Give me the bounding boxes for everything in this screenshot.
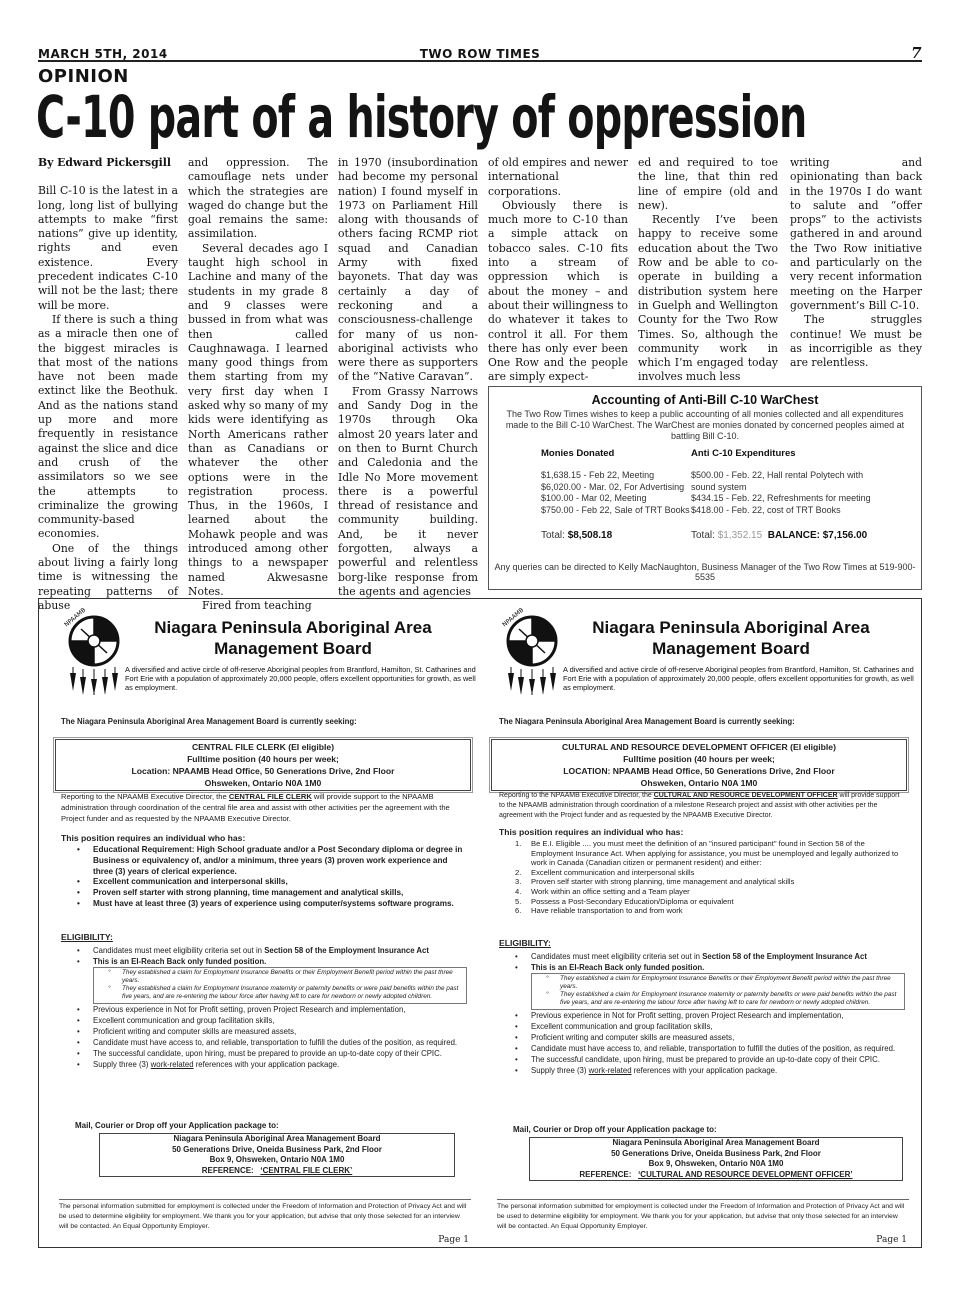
headline: C-10 part of a history of oppression <box>36 83 807 151</box>
elig-text: The successful candidate, upon hiring, must be prepared to provide an up-to-date copy of their CPIC. <box>93 1049 442 1058</box>
paragraph: One of the things about living a fairly long time is witnessing the repeating patterns of abuse <box>38 541 178 612</box>
position-box <box>491 739 907 791</box>
org-title: Niagara Peninsula Aboriginal Area Management Board <box>592 618 870 658</box>
reporting-a: Reporting to the NPAAMB Executive Director, the <box>499 792 654 799</box>
elig-text: Candidate must have access to, and reliable, transportation to fulfill the duties of the position, as required. <box>93 1038 458 1047</box>
list-item: • Educational Requirement: High School graduate and/or a Post Secondary diploma or degree in Business or equivalency of, and/or a minimum, three years (3) proven work experience and three (3) years of clerical experience. <box>77 845 463 876</box>
position-city: Ohsweken, Ontario N0A 1M0 <box>640 778 758 788</box>
page-number: 7 <box>911 44 922 62</box>
eligibility-heading: ELIGIBILITY: <box>61 932 113 942</box>
elig-text: The successful candidate, upon hiring, must be prepared to provide an up-to-date copy of their CPIC. <box>531 1055 880 1064</box>
mailing-address <box>529 1137 903 1181</box>
requirements-heading: This position requires an individual who has: <box>499 827 684 837</box>
paragraph: Obviously there is much more to C-10 than a simple attack on tobacco sales. C-10 fits into a stream of oppression which is about the money – and about their willingness to do whatever it takes to control it all. For them there has only ever been One Row and the people are simply expect- <box>488 198 628 384</box>
reporting-b: will provide support to the NPAAMB administration through coordination of a milestone Research project and assist with other activities per the agreement with the Project funder and as requested by the NPAAMB Executive Director. <box>499 792 900 819</box>
issue-date: MARCH 5TH, 2014 <box>38 47 168 61</box>
list-item: • Candidate must have access to, and reliable, transportation to fulfill the duties of the position, as required. <box>77 1038 458 1047</box>
warchest-box <box>488 386 922 590</box>
paragraph: ed and required to toe the line, that thin red line of empire (old and new). <box>638 156 778 212</box>
balance-label: BALANCE: <box>767 530 820 541</box>
address-line: 50 Generations Drive, Oneida Business Park, 2nd Floor <box>611 1148 821 1158</box>
org-description: A diversified and active circle of off-reserve Aboriginal peoples from Brantford, Hamilton, St. Catharines and Fort Erie with a population of approximately 20,000 people, offers excellent opportunities for growth, as well as employment. <box>125 665 476 692</box>
elig-text: Excellent communication and group facilitation skills, <box>93 1016 275 1025</box>
job-advertisement <box>38 598 922 1248</box>
list-item: • Proficient writing and computer skills are measured assets, <box>515 1033 735 1042</box>
req-text: Proven self starter with strong planning, time management and analytical skills <box>531 877 795 887</box>
list-item: ° They established a claim for Employment Insurance maternity or paternity benefits or were paid benefits within the past five years, and are re-entering the labour force after having left to care for newborn or newly adopted children. <box>108 985 459 1000</box>
reporting-text <box>499 791 907 821</box>
list-item: • Excellent communication and group facilitation skills, <box>77 1016 275 1025</box>
list-item: • Supply three (3) work-related references with your application package. <box>515 1066 778 1075</box>
list-item: 6. Have reliable transportation to and from work <box>515 906 683 916</box>
eligibility-sublist <box>531 973 905 1010</box>
warchest-contact: Any queries can be directed to Kelly MacNaughton, Business Manager of the Two Row Times at 519-900-5535 <box>494 562 916 582</box>
reporting-role: CENTRAL FILE CLERK <box>228 792 312 801</box>
reporting-b: will provide support to the NPAAMB administration through coordination of the central file area and assist with other activities per the agreement with the Project funder and as requested by the NPAAMB Executive Director. <box>61 792 450 823</box>
paragraph: in 1970 (insubordination had become my personal nation) I found myself in 1973 on Parliament Hill along with thousands of others facing RCMP riot squad and Canadian Army with fixed bayonets. That day was certainly a day of reckoning and a consciousness-challenge for many of us non-aboriginal activists who were there as supporters of the “Native Caravan”. <box>338 156 478 384</box>
job-posting-right <box>479 599 915 1245</box>
req-text: Be E.I. Eligible .... you must meet the definition of an "insured participant" found in Section 58 of the Employment Insurance Act. When applying for assistance, you must be unemployed and legally authorized to work in Canada (Canadian citizen or permanent resident) and either: <box>531 839 899 868</box>
expenditures-heading: Anti C-10 Expenditures <box>691 448 796 459</box>
list-item: 1. Be E.I. Eligible .... you must meet the definition of an "insured participant" found in Section 58 of the Employment Insurance Act. When applying for assistance, you must be unemployed and legally authorized to work in Canada (Canadian citizen or permanent resident) and either: <box>515 839 899 868</box>
article-column-3 <box>338 156 478 598</box>
privacy-footer: The personal information submitted for employment is collected under the Freedom of Information and Protection of Privacy Act and will be used to determine eligibility for employment. We thank you for your application, but advise that only those selected for an interview will be contacted. An Equal Opportunity Employer. <box>497 1199 909 1232</box>
section-label: OPINION <box>38 66 129 87</box>
byline: By Edward Pickersgill <box>38 156 171 169</box>
refs-underlined: work-related <box>588 1066 632 1075</box>
sub-text: They established a claim for Employment Insurance maternity or paternity benefits or were paid benefits within the past five years, and are re-entering the labour force after having left to care for newborn or newly adopted children. <box>122 985 459 1000</box>
list-item: 4. Work within an office setting and a Team player <box>515 886 690 896</box>
mailing-address <box>99 1133 455 1177</box>
donations-list <box>541 470 691 516</box>
req-text: Excellent communication and interpersonal skills, <box>93 877 288 887</box>
org-description: A diversified and active circle of off-reserve Aboriginal peoples from Brantford, Hamilton, St. Catharines and Fort Erie with a population of approximately 20,000 people, offers excellent opportunities for growth, as well as employment. <box>563 665 914 692</box>
address-line: Box 9, Ohsweken, Ontario N0A 1M0 <box>209 1155 345 1164</box>
eligibility-list <box>499 951 907 1076</box>
article-column-4 <box>488 156 628 384</box>
list-item: ° They established a claim for Employment Insurance Benefits or their Employment Benefit period within the past three years. <box>546 975 891 990</box>
donation-item: $1,638.15 - Feb 22, Meeting <box>541 470 655 480</box>
address-line: Niagara Peninsula Aboriginal Area Management Board <box>173 1134 381 1143</box>
reference-line <box>530 1170 902 1181</box>
list-item: 5. Possess a Post-Secondary Education/Diploma or equivalent <box>515 896 734 906</box>
reporting-a: Reporting to the NPAAMB Executive Director, the <box>61 792 229 801</box>
list-item: • Candidate must have access to, and reliable, transportation to fulfill the duties of the position, as required. <box>515 1044 896 1053</box>
sub-text: They established a claim for Employment Insurance Benefits or their Employment Benefit period within the past three years. <box>122 969 453 984</box>
refs-a: Supply three (3) <box>93 1060 151 1069</box>
article-column-6 <box>790 156 922 378</box>
reference-line <box>100 1166 454 1177</box>
paragraph: writing and opinionating than back in the 1970s I do want to salute and “offer props” to the activists gathered in and around the Two Row initiative and particularly on the very recent information meeting on the Harper government’s Bill C-10. <box>790 156 922 312</box>
total-donated: $8,508.18 <box>567 530 613 541</box>
position-hours: Fulltime position (40 hours per week; <box>187 754 339 764</box>
position-location: Location: NPAAMB Head Office, 50 Generations Drive, 2nd Floor <box>131 766 395 776</box>
address-line: Box 9, Ohsweken, Ontario N0A 1M0 <box>648 1159 784 1168</box>
logo-text: NPAAMB <box>63 606 88 629</box>
requirements-list <box>61 845 469 910</box>
expenditure-item: $500.00 - Feb. 22, Hall rental Polytech with <box>691 470 864 480</box>
list-item: • Candidates must meet eligibility criteria set out in Section 58 of the Employment Insurance Act <box>515 952 867 961</box>
elig-text: This is an EI-Reach Back only funded position. <box>531 963 705 972</box>
total-expenditures: $1,352.15 <box>717 530 763 541</box>
warchest-title: Accounting of Anti-Bill C-10 WarChest <box>591 393 819 407</box>
eligibility-list <box>61 945 469 1070</box>
address-line: Niagara Peninsula Aboriginal Area Management Board <box>612 1138 820 1147</box>
refs-a: Supply three (3) <box>531 1066 589 1075</box>
paragraph: of old empires and newer international corporations. <box>488 156 628 198</box>
reference-label: REFERENCE: <box>201 1165 254 1175</box>
refs-b: references with your application package. <box>631 1066 778 1075</box>
donations-heading: Monies Donated <box>541 448 615 459</box>
sub-text: They established a claim for Employment Insurance Benefits or their Employment Benefit period within the past three years. <box>560 975 891 990</box>
refs-underlined: work-related <box>150 1060 194 1069</box>
position-city: Ohsweken, Ontario N0A 1M0 <box>204 778 322 788</box>
paper-name: TWO ROW TIMES <box>419 47 541 61</box>
list-item: 3. Proven self starter with strong planning, time management and analytical skills <box>515 877 795 887</box>
req-text: Excellent communication and interpersonal skills <box>531 867 695 877</box>
ad-page-number: Page 1 <box>438 1234 469 1245</box>
elig-text: Previous experience in Not for Profit setting, proven Project Research and implementation, <box>93 1005 406 1014</box>
req-text: Must have at least three (3) years of experience using computer/systems software programs. <box>93 898 454 908</box>
elig-section: Section 58 of the Employment Insurance Act <box>264 946 429 955</box>
expenditure-item: $418.00 - Feb. 22, cost of TRT Books <box>691 504 841 515</box>
paragraph: Recently I’ve been happy to receive some education about the Two Row and be able to co-operate in building a distribution system here in Guelph and Wellington County for the Two Row Times. So, although the community work in which I’m engaged today involves much less <box>638 213 778 384</box>
total-label: Total: <box>691 530 715 541</box>
paragraph: and oppression. The camouflage nets under which the strategies are waged do change but the goal remains the same: assimilation. <box>188 156 328 241</box>
paragraph: The struggles continue! We must be as incorrigible as they are relentless. <box>790 313 922 370</box>
article-column-2 <box>188 156 328 613</box>
elig-text: This is an EI-Reach Back only funded position. <box>93 957 267 966</box>
requirements-list <box>499 839 907 916</box>
paragraph: Fired from teaching <box>202 599 312 613</box>
req-text: Work within an office setting and a Team player <box>531 886 690 896</box>
npaamb-logo-icon <box>497 606 567 695</box>
job-posting-left <box>41 599 477 1245</box>
list-item: 2. Excellent communication and interpersonal skills <box>515 867 695 877</box>
paragraph: Bill C-10 is the latest in a long, long list of bullying attempts to make “first nations” give up identity, rights and even existence. Every precedent indicates C-10 will not be the last; there will be more. <box>38 184 178 312</box>
donation-item: $6,020.00 - Mar. 02, For Advertising <box>541 481 685 492</box>
elig-text: Previous experience in Not for Profit setting, proven Project Research and implementation, <box>531 1011 844 1020</box>
org-title: Niagara Peninsula Aboriginal Area Management Board <box>154 618 432 658</box>
list-item: • The successful candidate, upon hiring, must be prepared to provide an up-to-date copy of their CPIC. <box>515 1055 880 1064</box>
reference-value: ‘CULTURAL AND RESOURCE DEVELOPMENT OFFICER’ <box>638 1169 853 1179</box>
list-item: • Excellent communication and group facilitation skills, <box>515 1022 713 1031</box>
mail-heading: Mail, Courier or Drop off your Application package to: <box>75 1121 279 1130</box>
donation-item: $100.00 - Mar 02, Meeting <box>541 493 647 503</box>
requirements-heading: This position requires an individual who has: <box>61 833 246 843</box>
mail-heading: Mail, Courier or Drop off your Application package to: <box>513 1125 717 1134</box>
reference-value: ‘CENTRAL FILE CLERK’ <box>260 1165 353 1175</box>
elig-text: Candidate must have access to, and reliable, transportation to fulfill the duties of the position, as required. <box>531 1044 896 1053</box>
req-text: Proven self starter with strong planning, time management and analytical skills, <box>93 888 404 898</box>
expenditure-item: sound system <box>691 481 747 492</box>
refs-b: references with your application package. <box>193 1060 340 1069</box>
logo-text: NPAAMB <box>501 606 526 629</box>
seeking-line: The Niagara Peninsula Aboriginal Area Management Board is currently seeking: <box>499 717 795 726</box>
paragraph: If there is such a thing as a miracle then one of the biggest miracles is that most of the nations have not been made extinct like the Beothuk. And as the nations stand up more and more frequently in resistance against the slice and dice and crush of the assimilators so we see the attempts to criminalize the growing community-based economies. <box>38 312 178 541</box>
position-box <box>55 739 471 791</box>
list-item: • Candidates must meet eligibility criteria set out in Section 58 of the Employment Insurance Act <box>77 946 429 955</box>
position-hours: Fulltime position (40 hours per week; <box>623 754 775 764</box>
balance-value: $7,156.00 <box>822 530 868 541</box>
total-label: Total: <box>541 530 565 541</box>
paragraph: From Grassy Narrows and Sandy Dog in the 1970s through Oka almost 20 years later and on then to Burnt Church and Caledonia and the Idle No More movement there is a powerful thread of resistance and community building. And, be it never forgotten, always a powerful and relentless borg-like response from the agents and agencies <box>338 384 478 598</box>
elig-text: Proficient writing and computer skills are measured assets, <box>93 1027 297 1036</box>
list-item: • This is an EI-Reach Back only funded position. <box>77 957 267 966</box>
list-item: • Previous experience in Not for Profit setting, proven Project Research and implementation, <box>77 1005 406 1014</box>
list-item: • This is an EI-Reach Back only funded position. <box>515 963 705 972</box>
elig-section: Section 58 of the Employment Insurance Act <box>702 952 867 961</box>
paragraph: Several decades ago I taught high school in Lachine and many of the students in my grade 8 and 9 classes were bussed in from what was then called Caughnawaga. I learned many good things from them starting from my very first day when I asked why so many of my kids were identifying as North Americans rather than as Canadians or whatever the other options were in the registration process. Thus, in the 1960s, I learned about the Mohawk people and was introduced among other things to a newspaper named Akwesasne Notes. <box>188 241 328 598</box>
article-column-1 <box>38 156 178 612</box>
eligibility-heading: ELIGIBILITY: <box>499 938 551 948</box>
list-item: • Supply three (3) work-related references with your application package. <box>77 1060 340 1069</box>
eligibility-sublist <box>93 967 467 1004</box>
npaamb-logo-icon <box>59 606 129 695</box>
req-text: Educational Requirement: High School graduate and/or a Post Secondary diploma or degree in Business or equivalency of, and/or a minimum, three years (3) proven work experience and three (3) years of clerical experience. <box>93 845 463 876</box>
privacy-footer: The personal information submitted for employment is collected under the Freedom of Information and Protection of Privacy Act and will be used to determine eligibility for employment. We thank you for your application, but advise that only those selected for an interview will be contacted. An Equal Opportunity Employer. <box>59 1199 471 1232</box>
list-item: ° They established a claim for Employment Insurance Benefits or their Employment Benefit period within the past three years. <box>108 969 453 984</box>
expenditure-item: $434.15 - Feb. 22, Refreshments for meeting <box>691 493 871 503</box>
list-item: • Proficient writing and computer skills are measured assets, <box>77 1027 297 1036</box>
req-text: Possess a Post-Secondary Education/Diploma or equivalent <box>531 896 734 906</box>
list-item: • Excellent communication and interpersonal skills, <box>77 877 288 887</box>
position-title: CULTURAL AND RESOURCE DEVELOPMENT OFFICER (EI eligible) <box>562 742 836 752</box>
req-text: Have reliable transportation to and from work <box>531 906 683 916</box>
position-location: LOCATION: NPAAMB Head Office, 50 Generations Drive, 2nd Floor <box>563 766 835 776</box>
expenditures-total <box>691 530 867 541</box>
ad-page-number: Page 1 <box>876 1234 907 1245</box>
position-title: CENTRAL FILE CLERK (EI eligible) <box>191 742 335 752</box>
elig-text: Candidates must meet eligibility criteria set out in <box>93 946 265 955</box>
warchest-subtitle: The Two Row Times wishes to keep a public accounting of all monies collected and all expenditures made to the Bill C-10 WarChest. The WarChest are monies donated by concerned peoples aimed at battling Bill C-10. <box>505 409 905 441</box>
seeking-line: The Niagara Peninsula Aboriginal Area Management Board is currently seeking: <box>61 717 357 726</box>
sub-text: They established a claim for Employment Insurance maternity or paternity benefits or were paid benefits within the past five years, and are re-entering the labour force after having left to care for newborn or newly adopted children. <box>560 991 897 1006</box>
page-header <box>38 46 922 62</box>
elig-text: Candidates must meet eligibility criteria set out in <box>531 952 703 961</box>
reporting-role: CULTURAL AND RESOURCE DEVELOPMENT OFFICER <box>653 792 838 799</box>
list-item: • Proven self starter with strong planning, time management and analytical skills, <box>77 888 404 898</box>
list-item: ° They established a claim for Employment Insurance maternity or paternity benefits or were paid benefits within the past five years, and are re-entering the labour force after having left to care for newborn or newly adopted children. <box>546 991 897 1006</box>
donation-item: $750.00 - Feb 22, Sale of TRT Books <box>541 504 690 515</box>
donations-total <box>541 530 612 541</box>
list-item: • Must have at least three (3) years of experience using computer/systems software programs. <box>77 898 454 908</box>
elig-text: Excellent communication and group facilitation skills, <box>531 1022 713 1031</box>
list-item: • The successful candidate, upon hiring, must be prepared to provide an up-to-date copy of their CPIC. <box>77 1049 442 1058</box>
reference-label: REFERENCE: <box>579 1169 632 1179</box>
expenditures-list <box>691 470 891 516</box>
article-column-5 <box>638 156 778 384</box>
reporting-text <box>61 791 469 824</box>
address-line: 50 Generations Drive, Oneida Business Park, 2nd Floor <box>172 1144 382 1154</box>
list-item: • Previous experience in Not for Profit setting, proven Project Research and implementation, <box>515 1011 844 1020</box>
elig-text: Proficient writing and computer skills are measured assets, <box>531 1033 735 1042</box>
